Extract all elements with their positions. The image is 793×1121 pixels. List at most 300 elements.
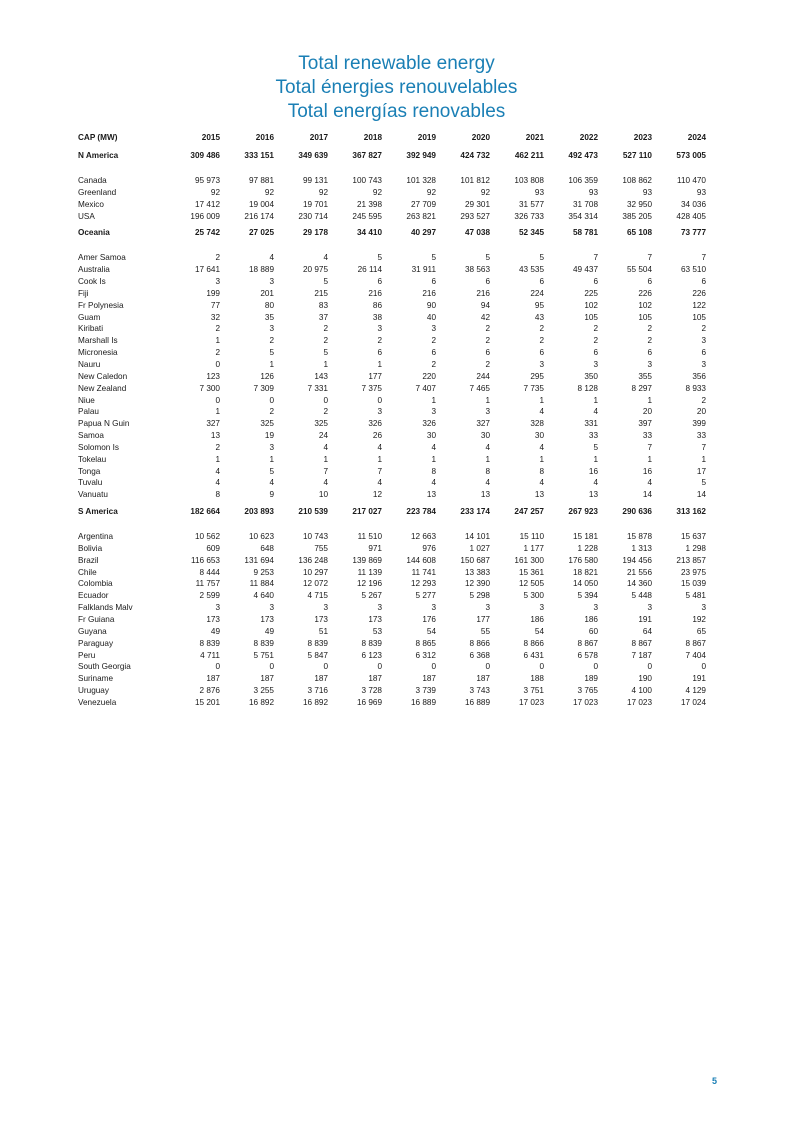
capacity-cell: 4 bbox=[377, 478, 382, 488]
capacity-cell: 1 027 bbox=[469, 543, 490, 553]
capacity-cell: 1 bbox=[485, 395, 490, 405]
capacity-cell: 0 bbox=[215, 395, 220, 405]
capacity-cell: 1 bbox=[323, 359, 328, 369]
capacity-cell: 102 bbox=[638, 300, 652, 310]
table-row bbox=[78, 335, 706, 347]
capacity-cell: 0 bbox=[323, 395, 328, 405]
table-row bbox=[78, 199, 706, 211]
region-name: Oceania bbox=[78, 228, 110, 238]
capacity-cell: 6 bbox=[647, 277, 652, 287]
capacity-cell: 2 bbox=[323, 407, 328, 417]
capacity-cell: 4 bbox=[431, 442, 436, 452]
capacity-cell: 4 bbox=[215, 478, 220, 488]
capacity-cell: 3 bbox=[269, 442, 274, 452]
spacer-row bbox=[78, 523, 706, 531]
capacity-cell: 0 bbox=[377, 662, 382, 672]
capacity-cell: 38 563 bbox=[464, 265, 490, 275]
page-number: 5 bbox=[711, 1076, 717, 1086]
capacity-cell: 2 bbox=[215, 442, 220, 452]
capacity-cell: 327 bbox=[206, 419, 220, 429]
capacity-cell: 6 bbox=[593, 348, 598, 358]
capacity-cell: 33 bbox=[588, 431, 598, 441]
capacity-cell: 143 bbox=[314, 371, 328, 381]
capacity-cell: 1 bbox=[215, 407, 220, 417]
capacity-cell: 7 bbox=[647, 253, 652, 263]
capacity-cell: 60 bbox=[588, 626, 598, 636]
region-total-cell: 40 297 bbox=[410, 228, 436, 238]
capacity-cell: 0 bbox=[269, 395, 274, 405]
capacity-cell: 295 bbox=[530, 371, 544, 381]
capacity-cell: 6 bbox=[431, 277, 436, 287]
capacity-cell: 192 bbox=[692, 615, 706, 624]
capacity-cell: 7 bbox=[701, 442, 706, 452]
table-row bbox=[78, 590, 706, 602]
capacity-cell: 7 309 bbox=[253, 383, 274, 393]
region-total-cell: 333 151 bbox=[244, 151, 274, 160]
capacity-cell: 4 715 bbox=[307, 591, 328, 601]
capacity-cell: 3 bbox=[593, 359, 598, 369]
capacity-cell: 6 431 bbox=[523, 650, 544, 660]
region-total-cell: 367 827 bbox=[352, 151, 382, 160]
capacity-cell: 2 bbox=[323, 336, 328, 346]
capacity-cell: 17 023 bbox=[518, 697, 544, 707]
capacity-cell: 0 bbox=[377, 395, 382, 405]
capacity-cell: 3 bbox=[485, 603, 490, 613]
page-title-block bbox=[0, 52, 793, 124]
capacity-cell: 16 892 bbox=[302, 697, 328, 707]
region-name: N America bbox=[78, 151, 119, 160]
capacity-cell: 6 bbox=[485, 277, 490, 287]
capacity-cell: 12 072 bbox=[302, 579, 328, 589]
capacity-cell: 49 bbox=[210, 626, 220, 636]
capacity-cell: 176 bbox=[422, 615, 436, 624]
capacity-cell: 1 298 bbox=[685, 543, 706, 553]
capacity-cell: 92 bbox=[264, 187, 274, 197]
capacity-cell: 3 bbox=[431, 324, 436, 334]
capacity-cell: 1 bbox=[269, 359, 274, 369]
capacity-cell: 65 bbox=[696, 626, 706, 636]
capacity-cell: 16 889 bbox=[410, 697, 436, 707]
capacity-cell: 31 708 bbox=[572, 199, 598, 209]
capacity-cell: 6 bbox=[539, 348, 544, 358]
capacity-cell: 103 808 bbox=[514, 176, 544, 185]
capacity-cell: 4 bbox=[593, 407, 598, 417]
table-row bbox=[78, 395, 706, 407]
table-row bbox=[78, 323, 706, 335]
capacity-cell: 93 bbox=[696, 187, 706, 197]
capacity-cell: 3 bbox=[485, 407, 490, 417]
capacity-cell: 1 bbox=[701, 454, 706, 464]
capacity-cell: 5 448 bbox=[631, 591, 652, 601]
country-name: Tuvalu bbox=[78, 478, 103, 488]
capacity-cell: 16 bbox=[642, 466, 652, 476]
capacity-cell: 33 bbox=[696, 431, 706, 441]
capacity-cell: 92 bbox=[318, 187, 328, 197]
region-total-cell: 182 664 bbox=[190, 507, 220, 517]
country-name: Canada bbox=[78, 176, 107, 185]
capacity-cell: 3 bbox=[647, 603, 652, 613]
capacity-cell: 3 bbox=[701, 336, 706, 346]
header-cell: 2024 bbox=[687, 133, 706, 142]
capacity-cell: 3 bbox=[701, 603, 706, 613]
country-name: Palau bbox=[78, 407, 99, 417]
capacity-cell: 2 bbox=[647, 324, 652, 334]
capacity-cell: 0 bbox=[215, 359, 220, 369]
region-total-cell: 573 005 bbox=[676, 151, 706, 160]
capacity-cell: 3 bbox=[647, 359, 652, 369]
capacity-cell: 105 bbox=[638, 312, 652, 322]
capacity-cell: 0 bbox=[323, 662, 328, 672]
capacity-cell: 325 bbox=[314, 419, 328, 429]
capacity-cell: 63 510 bbox=[680, 265, 706, 275]
capacity-cell: 186 bbox=[584, 615, 598, 624]
capacity-cell: 4 bbox=[269, 253, 274, 263]
capacity-cell: 355 bbox=[638, 371, 652, 381]
capacity-cell: 116 653 bbox=[191, 555, 220, 565]
country-name: Fiji bbox=[78, 288, 89, 298]
capacity-cell: 5 300 bbox=[523, 591, 544, 601]
region-total-row bbox=[78, 145, 706, 167]
region-total-cell: 65 108 bbox=[626, 228, 652, 238]
capacity-cell: 55 504 bbox=[626, 265, 652, 275]
capacity-cell: 77 bbox=[210, 300, 220, 310]
capacity-cell: 7 bbox=[377, 466, 382, 476]
capacity-cell: 8 867 bbox=[631, 638, 652, 648]
capacity-cell: 32 bbox=[210, 312, 220, 322]
country-name: Kiribati bbox=[78, 324, 104, 334]
capacity-cell: 3 bbox=[215, 277, 220, 287]
header-cell: 2018 bbox=[363, 133, 382, 142]
capacity-cell: 37 bbox=[318, 312, 328, 322]
capacity-cell: 106 359 bbox=[568, 176, 598, 185]
capacity-cell: 161 300 bbox=[514, 555, 544, 565]
capacity-cell: 24 bbox=[318, 431, 328, 441]
capacity-cell: 26 bbox=[372, 431, 382, 441]
capacity-cell: 12 505 bbox=[518, 579, 544, 589]
region-total-cell: 217 027 bbox=[352, 507, 382, 517]
capacity-cell: 3 bbox=[323, 603, 328, 613]
capacity-cell: 2 bbox=[647, 336, 652, 346]
region-total-cell: 73 777 bbox=[680, 228, 706, 238]
header-cell: 2016 bbox=[255, 133, 274, 142]
table-row bbox=[78, 252, 706, 264]
capacity-cell: 7 407 bbox=[415, 383, 436, 393]
capacity-cell: 2 bbox=[485, 359, 490, 369]
capacity-cell: 327 bbox=[476, 419, 490, 429]
table-row bbox=[78, 602, 706, 614]
table-row bbox=[78, 650, 706, 662]
capacity-cell: 1 bbox=[647, 395, 652, 405]
capacity-cell: 5 751 bbox=[253, 650, 274, 660]
capacity-cell: 13 383 bbox=[464, 567, 490, 577]
capacity-cell: 12 663 bbox=[410, 532, 436, 542]
table-row bbox=[78, 543, 706, 555]
capacity-cell: 8 839 bbox=[361, 638, 382, 648]
capacity-cell: 19 701 bbox=[302, 199, 328, 209]
capacity-cell: 177 bbox=[476, 615, 490, 624]
capacity-cell: 230 714 bbox=[298, 211, 328, 221]
capacity-cell: 26 114 bbox=[357, 265, 382, 275]
region-total-row bbox=[78, 501, 706, 523]
capacity-cell: 8 444 bbox=[199, 567, 220, 577]
title-french: Total énergies renouvelables bbox=[275, 77, 518, 98]
capacity-cell: 1 bbox=[593, 454, 598, 464]
capacity-cell: 4 100 bbox=[631, 686, 652, 696]
capacity-cell: 4 bbox=[485, 442, 490, 452]
capacity-cell: 94 bbox=[480, 300, 490, 310]
capacity-cell: 293 527 bbox=[460, 211, 490, 221]
region-total-cell: 27 025 bbox=[248, 228, 274, 238]
capacity-cell: 100 743 bbox=[352, 176, 382, 185]
capacity-cell: 13 bbox=[588, 490, 598, 500]
table-row bbox=[78, 276, 706, 288]
capacity-cell: 7 bbox=[593, 253, 598, 263]
capacity-cell: 5 481 bbox=[685, 591, 706, 601]
capacity-cell: 190 bbox=[638, 674, 652, 684]
capacity-cell: 95 bbox=[534, 300, 544, 310]
capacity-cell: 5 bbox=[323, 348, 328, 358]
capacity-cell: 3 bbox=[431, 407, 436, 417]
capacity-cell: 7 331 bbox=[307, 383, 328, 393]
capacity-cell: 126 bbox=[260, 371, 274, 381]
region-total-cell: 203 893 bbox=[244, 507, 274, 517]
region-total-cell: 25 742 bbox=[194, 228, 220, 238]
capacity-cell: 11 510 bbox=[357, 532, 382, 542]
capacity-cell: 2 bbox=[269, 407, 274, 417]
capacity-cell: 14 101 bbox=[464, 532, 490, 542]
country-name: Venezuela bbox=[78, 697, 117, 707]
capacity-cell: 4 bbox=[323, 478, 328, 488]
capacity-cell: 90 bbox=[426, 300, 436, 310]
capacity-cell: 8 839 bbox=[199, 638, 220, 648]
capacity-cell: 13 bbox=[426, 490, 436, 500]
capacity-cell: 8 839 bbox=[253, 638, 274, 648]
capacity-cell: 5 394 bbox=[577, 591, 598, 601]
capacity-cell: 326 bbox=[368, 419, 382, 429]
capacity-cell: 397 bbox=[638, 419, 652, 429]
header-cell: 2022 bbox=[579, 133, 598, 142]
capacity-cell: 325 bbox=[260, 419, 274, 429]
capacity-cell: 55 bbox=[480, 626, 490, 636]
capacity-cell: 3 bbox=[377, 603, 382, 613]
capacity-cell: 1 bbox=[539, 395, 544, 405]
table-body bbox=[78, 145, 706, 709]
capacity-cell: 7 300 bbox=[199, 383, 220, 393]
capacity-cell: 0 bbox=[485, 662, 490, 672]
country-name: Uruguay bbox=[78, 686, 109, 696]
capacity-cell: 144 608 bbox=[406, 555, 436, 565]
capacity-cell: 123 bbox=[206, 371, 220, 381]
capacity-cell: 226 bbox=[692, 288, 706, 298]
capacity-cell: 331 bbox=[584, 419, 598, 429]
capacity-cell: 8 bbox=[215, 490, 220, 500]
capacity-cell: 5 298 bbox=[469, 591, 490, 601]
table-row bbox=[78, 661, 706, 673]
capacity-cell: 1 177 bbox=[523, 543, 544, 553]
capacity-cell: 64 bbox=[642, 626, 652, 636]
capacity-cell: 11 884 bbox=[249, 579, 274, 589]
table-row bbox=[78, 359, 706, 371]
capacity-cell: 173 bbox=[206, 615, 220, 624]
capacity-cell: 4 bbox=[593, 478, 598, 488]
capacity-cell: 5 bbox=[701, 478, 706, 488]
country-name: Brazil bbox=[78, 555, 99, 565]
capacity-cell: 187 bbox=[476, 674, 490, 684]
table-row bbox=[78, 578, 706, 590]
capacity-cell: 86 bbox=[372, 300, 382, 310]
capacity-cell: 6 bbox=[701, 277, 706, 287]
capacity-cell: 15 878 bbox=[626, 532, 652, 542]
capacity-cell: 188 bbox=[530, 674, 544, 684]
capacity-cell: 176 580 bbox=[568, 555, 598, 565]
capacity-cell: 20 975 bbox=[302, 265, 328, 275]
capacity-cell: 8 297 bbox=[631, 383, 652, 393]
capacity-cell: 2 bbox=[701, 324, 706, 334]
capacity-cell: 27 709 bbox=[410, 199, 436, 209]
table-row bbox=[78, 626, 706, 638]
header-cell: 2017 bbox=[309, 133, 328, 142]
capacity-cell: 93 bbox=[588, 187, 598, 197]
capacity-cell: 3 bbox=[539, 603, 544, 613]
capacity-cell: 225 bbox=[584, 288, 598, 298]
table-row bbox=[78, 211, 706, 223]
capacity-cell: 54 bbox=[534, 626, 544, 636]
capacity-cell: 4 711 bbox=[200, 650, 220, 660]
capacity-cell: 1 bbox=[323, 454, 328, 464]
capacity-cell: 1 bbox=[377, 359, 382, 369]
capacity-cell: 8 866 bbox=[469, 638, 490, 648]
capacity-cell: 13 bbox=[480, 490, 490, 500]
capacity-cell: 95 973 bbox=[194, 176, 220, 185]
capacity-cell: 8 867 bbox=[577, 638, 598, 648]
capacity-cell: 15 181 bbox=[572, 532, 598, 542]
capacity-cell: 108 862 bbox=[622, 176, 652, 185]
capacity-cell: 971 bbox=[368, 543, 382, 553]
capacity-cell: 5 bbox=[269, 348, 274, 358]
country-name: Mexico bbox=[78, 199, 104, 209]
capacity-cell: 33 bbox=[642, 431, 652, 441]
capacity-cell: 3 728 bbox=[361, 686, 382, 696]
region-name: S America bbox=[78, 507, 118, 517]
capacity-cell: 101 812 bbox=[460, 176, 490, 185]
capacity-cell: 216 bbox=[476, 288, 490, 298]
capacity-cell: 122 bbox=[692, 300, 706, 310]
header-cell: 2021 bbox=[525, 133, 544, 142]
region-total-cell: 313 162 bbox=[676, 507, 706, 517]
country-name: Vanuatu bbox=[78, 490, 108, 500]
capacity-cell: 83 bbox=[318, 300, 328, 310]
capacity-cell: 1 313 bbox=[631, 543, 652, 553]
country-name: Argentina bbox=[78, 532, 114, 542]
capacity-cell: 7 735 bbox=[523, 383, 544, 393]
capacity-cell: 173 bbox=[368, 615, 382, 624]
region-total-cell: 223 784 bbox=[406, 507, 436, 517]
capacity-cell: 21 398 bbox=[356, 199, 382, 209]
capacity-cell: 32 950 bbox=[626, 199, 652, 209]
capacity-cell: 216 174 bbox=[244, 211, 274, 221]
capacity-cell: 5 bbox=[485, 253, 490, 263]
country-name: Marshall Is bbox=[78, 336, 118, 346]
capacity-cell: 356 bbox=[692, 371, 706, 381]
capacity-cell: 4 129 bbox=[685, 686, 706, 696]
capacity-cell: 1 bbox=[647, 454, 652, 464]
capacity-cell: 187 bbox=[260, 674, 274, 684]
country-name: Amer Samoa bbox=[78, 253, 126, 263]
capacity-cell: 4 bbox=[647, 478, 652, 488]
capacity-cell: 20 bbox=[642, 407, 652, 417]
capacity-cell: 2 bbox=[593, 324, 598, 334]
table-row bbox=[78, 673, 706, 685]
capacity-cell: 53 bbox=[372, 626, 382, 636]
capacity-cell: 648 bbox=[260, 543, 274, 553]
spacer-row bbox=[78, 167, 706, 175]
capacity-cell: 43 535 bbox=[518, 265, 544, 275]
capacity-cell: 20 bbox=[696, 407, 706, 417]
table-row bbox=[78, 406, 706, 418]
capacity-cell: 187 bbox=[206, 674, 220, 684]
table-row bbox=[78, 466, 706, 478]
capacity-cell: 13 bbox=[210, 431, 220, 441]
capacity-cell: 35 bbox=[264, 312, 274, 322]
country-name: USA bbox=[78, 211, 95, 221]
capacity-cell: 2 bbox=[431, 359, 436, 369]
table-row bbox=[78, 383, 706, 395]
capacity-cell: 2 bbox=[485, 324, 490, 334]
capacity-cell: 5 bbox=[377, 253, 382, 263]
capacity-cell: 21 556 bbox=[626, 567, 652, 577]
capacity-cell: 0 bbox=[647, 662, 652, 672]
capacity-cell: 31 911 bbox=[411, 265, 436, 275]
capacity-cell: 42 bbox=[480, 312, 490, 322]
capacity-cell: 4 bbox=[215, 466, 220, 476]
capacity-cell: 2 bbox=[215, 324, 220, 334]
capacity-cell: 6 123 bbox=[361, 650, 382, 660]
capacity-cell: 4 bbox=[323, 253, 328, 263]
capacity-cell: 16 bbox=[588, 466, 598, 476]
capacity-cell: 4 bbox=[485, 478, 490, 488]
capacity-cell: 0 bbox=[701, 662, 706, 672]
capacity-cell: 6 bbox=[593, 277, 598, 287]
capacity-cell: 0 bbox=[539, 662, 544, 672]
capacity-cell: 17 023 bbox=[572, 697, 598, 707]
capacity-cell: 15 110 bbox=[519, 532, 544, 542]
capacity-cell: 105 bbox=[692, 312, 706, 322]
capacity-cell: 2 bbox=[539, 324, 544, 334]
capacity-cell: 15 361 bbox=[518, 567, 544, 577]
capacity-cell: 8 839 bbox=[307, 638, 328, 648]
capacity-cell: 15 637 bbox=[680, 532, 706, 542]
capacity-cell: 3 743 bbox=[469, 686, 490, 696]
table-row bbox=[78, 638, 706, 650]
capacity-cell: 4 bbox=[377, 442, 382, 452]
capacity-cell: 220 bbox=[422, 371, 436, 381]
capacity-cell: 173 bbox=[260, 615, 274, 624]
capacity-cell: 216 bbox=[368, 288, 382, 298]
capacity-cell: 6 bbox=[485, 348, 490, 358]
capacity-cell: 102 bbox=[584, 300, 598, 310]
country-name: Tokelau bbox=[78, 454, 107, 464]
capacity-cell: 194 456 bbox=[622, 555, 652, 565]
country-name: Greenland bbox=[78, 187, 117, 197]
capacity-cell: 19 004 bbox=[248, 199, 274, 209]
capacity-cell: 92 bbox=[480, 187, 490, 197]
capacity-cell: 99 131 bbox=[302, 176, 328, 185]
capacity-cell: 17 641 bbox=[194, 265, 220, 275]
capacity-cell: 6 bbox=[377, 348, 382, 358]
region-total-cell: 424 732 bbox=[460, 151, 490, 160]
capacity-cell: 18 889 bbox=[248, 265, 274, 275]
region-total-cell: 492 473 bbox=[568, 151, 598, 160]
